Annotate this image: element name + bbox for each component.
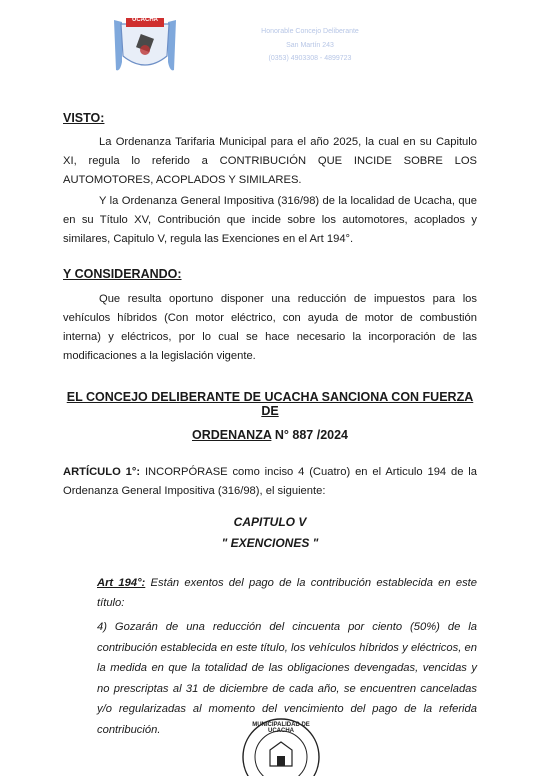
art-194-text: Están exentos del pago de la contribución establecida en este título: — [97, 577, 478, 609]
ordenanza-number: N° 887 /2024 — [274, 428, 348, 442]
considerando-paragraph: Que resulta oportuno disponer una reducción de impuestos para los vehículos híbridos (Con motor eléctrico, con ayuda de motor de combustión interna) y eléctricos, por lo cual se hace necesario la incorporación de las modificaciones a la legislación vigente. — [63, 293, 477, 362]
ordenanza-line — [63, 428, 477, 442]
ucacha-logo — [112, 16, 178, 74]
capitulo-title: CAPITULO V — [233, 515, 307, 529]
visto-heading: VISTO: — [63, 111, 105, 125]
ordenanza-label: ORDENANZA — [192, 428, 272, 442]
art-194-label: Art 194°: — [97, 577, 146, 589]
articulo-1-text: INCORPÓRASE como inciso 4 (Cuatro) en el Articulo 194 de la Ordenanza General Impositiva (316/98), el siguiente: — [63, 466, 477, 497]
articulo-1 — [63, 463, 477, 501]
seal-text: MUNICIPALIDAD DE UCACHA — [252, 722, 310, 734]
visto-paragraph-2: Y la Ordenanza General Impositiva (316/98) de la localidad de Ucacha, que en su Título XV, Contribución que incide sobre los automotores, acoplados y similares, Capitulo V, regula las Exenciones en el Art 194°. — [63, 195, 477, 245]
art-194-inciso-4: 4) Gozarán de una reducción del cincuenta por ciento (50%) de la contribución establecida en este título, los vehículos híbridos y eléctricos, en la medida en que la totalidad de las obligaciones devengadas, vencidas y no prescriptas al 31 de diciembre de cada año, se encuentren canceladas y/o regularizadas al momento del vencimiento del pago de la referida contribución. — [97, 621, 477, 736]
capitulo-subtitle: " EXENCIONES " — [221, 536, 319, 550]
header-line-3: (0353) 4903308 - 4899723 — [268, 55, 352, 62]
articulo-1-label: ARTÍCULO 1°: — [63, 466, 141, 478]
considerando-heading: Y CONSIDERANDO: — [63, 267, 182, 281]
art-194 — [97, 573, 477, 613]
visto-paragraph-1: La Ordenanza Tarifaria Municipal para el año 2025, la cual en su Capitulo XI, regula lo referido a CONTRIBUCIÓN QUE INCIDE SOBRE LOS AUTOMOTORES, ACOPLADOS Y SIMILARES. — [63, 136, 477, 186]
sanciona-line: EL CONCEJO DELIBERANTE DE UCACHA SANCIONA CON FUERZA DE — [66, 390, 474, 418]
header-line-1: Honorable Concejo Deliberante — [261, 28, 359, 35]
header-line-2: San Martín 243 — [286, 42, 334, 49]
logo-text: UCACHA — [132, 17, 158, 23]
municipal-seal — [240, 716, 322, 776]
